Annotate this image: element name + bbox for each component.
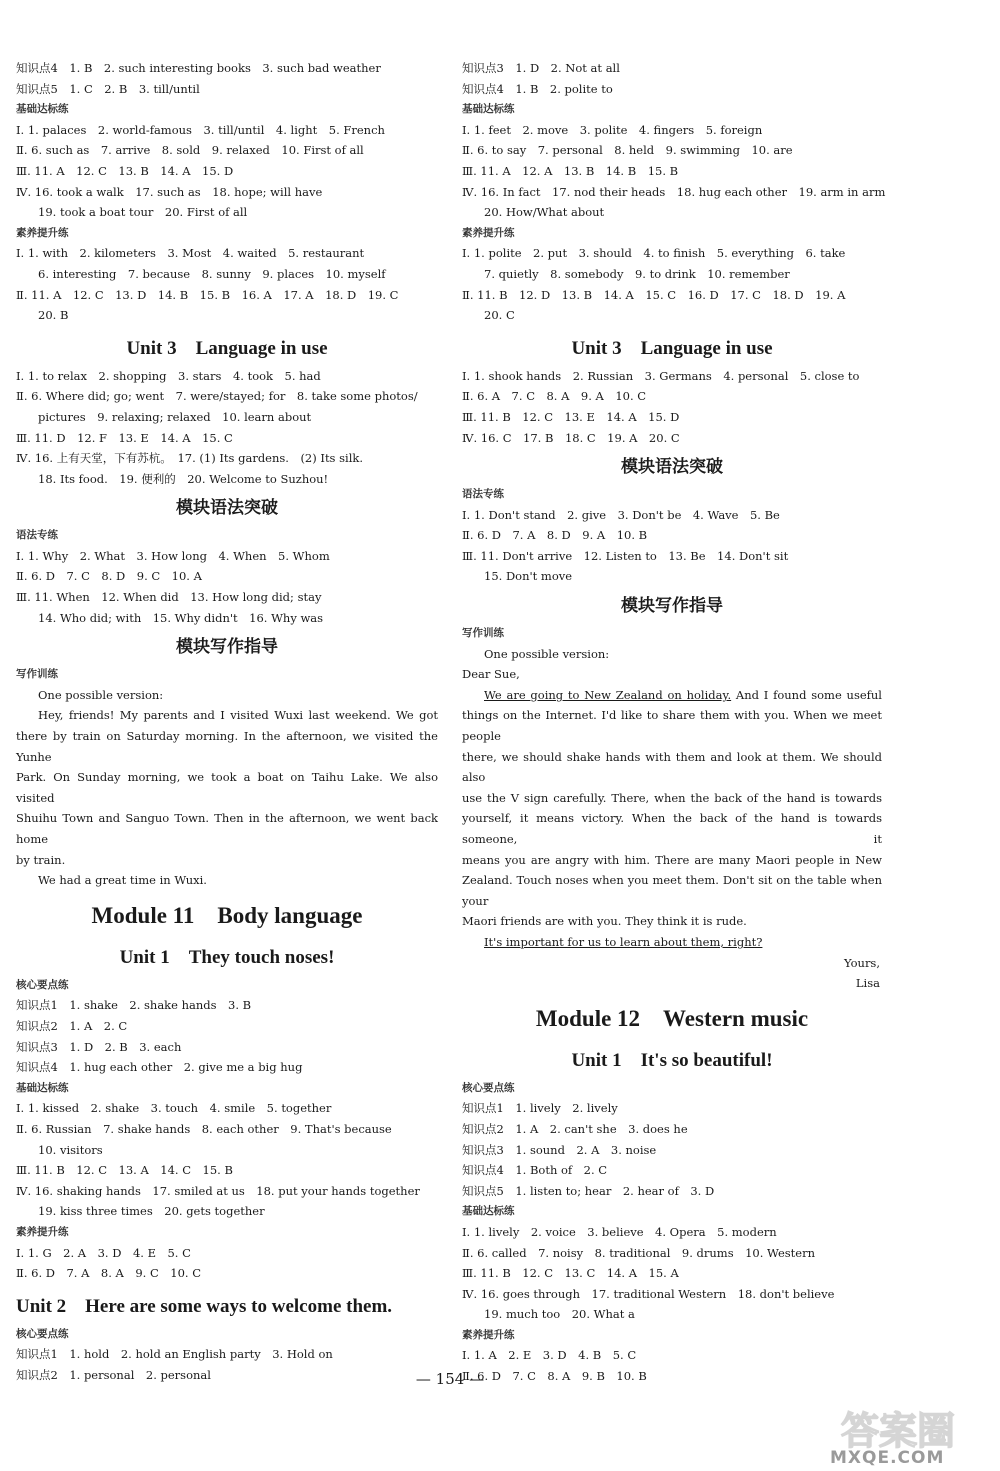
section-label: 素养提升练: [462, 226, 515, 239]
answer-line: 知识点3 1. D 2. Not at all: [462, 61, 620, 75]
essay-line: We had a great time in Wuxi.: [38, 873, 207, 888]
answer-line: Ⅰ. 1. to relax 2. shopping 3. stars 4. took 5. had: [16, 368, 321, 383]
module-heading: Module 11 Body language: [91, 902, 363, 928]
answer-line: Ⅰ. 1. G 2. A 3. D 4. E 5. C: [16, 1245, 191, 1260]
answer-line: Ⅳ. 16. goes through 17. traditional Western 18. don't believe: [462, 1286, 835, 1301]
answer-line: Ⅰ. 1. polite 2. put 3. should 4. to finish 5. everything 6. take: [462, 246, 846, 261]
answer-line: 知识点3 1. sound 2. A 3. noise: [462, 1142, 657, 1157]
answer-line: 知识点5 1. listen to; hear 2. hear of 3. D: [462, 1183, 715, 1198]
answer-line: 6. interesting 7. because 8. sunny 9. places 10. myself: [38, 266, 386, 281]
answer-line: 知识点1 1. shake 2. shake hands 3. B: [16, 998, 252, 1013]
essay-line: use the V sign carefully. There, when the back of the hand is towards: [462, 790, 882, 805]
answer-line: Ⅳ. 16. shaking hands 17. smiled at us 18. put your hands together: [16, 1183, 420, 1198]
unit-heading: Unit 1 It's so beautiful!: [571, 1049, 773, 1071]
watermark-logo-text: 答案圈: [840, 1409, 956, 1453]
unit-heading: Unit 3 Language in use: [571, 337, 773, 359]
answer-line: Ⅲ. 11. When 12. When did 13. How long did; stay: [16, 590, 322, 605]
section-label: 素养提升练: [462, 1328, 515, 1341]
section-label: 核心要点练: [16, 1327, 69, 1340]
answer-line: Ⅱ. 6. D 7. A 8. D 9. A 10. B: [462, 528, 648, 543]
section-label: 素养提升练: [16, 1225, 69, 1238]
answer-line: Ⅱ. 6. D 7. C 8. D 9. C 10. A: [16, 569, 202, 584]
answer-line: Ⅱ. 11. B 12. D 13. B 14. A 15. C 16. D 17. C 18. D 19. A: [462, 287, 846, 302]
answer-line: 7. quietly 8. somebody 9. to drink 10. remember: [484, 266, 790, 281]
answer-line: 知识点1 1. hold 2. hold an English party 3. Hold on: [16, 1347, 333, 1362]
answer-line: Ⅳ. 16. In fact 17. nod their heads 18. hug each other 19. arm in arm: [462, 184, 886, 199]
answer-line: 知识点3 1. D 2. B 3. each: [16, 1039, 182, 1054]
section-label: 基础达标练: [16, 103, 69, 116]
answer-line: 19. much too 20. What a: [484, 1307, 635, 1322]
answer-line: 知识点2 1. A 2. can't she 3. does he: [462, 1121, 688, 1136]
page-number: — 154 —: [415, 1370, 485, 1388]
answer-line: Ⅲ. 11. B 12. C 13. E 14. A 15. D: [462, 409, 680, 424]
answer-line: 10. visitors: [38, 1142, 103, 1157]
essay-line: things on the Internet. I'd like to share them with you. When we meet people: [462, 708, 882, 744]
module-heading: Module 12 Western music: [535, 1005, 809, 1031]
answer-line: Ⅲ. 11. B 12. C 13. C 14. A 15. A: [462, 1266, 679, 1281]
grammar-heading: 模块语法突破: [176, 498, 278, 519]
answer-line: Ⅲ. 11. B 12. C 13. A 14. C 15. B: [16, 1163, 233, 1178]
answer-line: Ⅰ. 1. feet 2. move 3. polite 4. fingers 5. foreign: [462, 122, 763, 137]
essay-line: Park. On Sunday morning, we took a boat on Taihu Lake. We also visited: [16, 770, 438, 805]
answer-line: Ⅰ. 1. lively 2. voice 3. believe 4. Opera 5. modern: [462, 1224, 777, 1239]
answer-line: Ⅱ. 6. Russian 7. shake hands 8. each other 9. That's because: [16, 1121, 392, 1136]
answer-line: Ⅳ. 16. C 17. B 18. C 19. A 20. C: [462, 430, 680, 445]
answer-line: Ⅱ. 6. such as 7. arrive 8. sold 9. relaxed 10. First of all: [16, 143, 364, 158]
answer-line: 19. kiss three times 20. gets together: [38, 1204, 265, 1219]
section-label: 语法专练: [16, 529, 58, 542]
answer-line: Ⅱ. 6. D 7. C 8. A 9. B 10. B: [462, 1369, 647, 1384]
answer-line: 20. How/What about: [484, 205, 605, 220]
letter-greeting: Dear Sue,: [462, 667, 520, 682]
essay-line: yourself, it means victory. When the back of the hand is towards someone, it: [462, 811, 882, 846]
essay-line: there, we should shake hands with them and look at them. We should also: [462, 749, 882, 785]
underlined-sentence: It's important for us to learn about them, right?: [484, 934, 763, 949]
answer-line: 知识点1 1. lively 2. lively: [462, 1101, 618, 1116]
essay-line: Hey, friends! My parents and I visited Wuxi last weekend. We got: [38, 708, 438, 723]
answer-line: Ⅰ. 1. A 2. E 3. D 4. B 5. C: [462, 1348, 637, 1363]
answer-line: 知识点2 1. personal 2. personal: [16, 1367, 211, 1382]
answer-line: Ⅱ. 6. D 7. A 8. A 9. C 10. C: [16, 1266, 202, 1281]
unit-heading: Unit 2 Here are some ways to welcome them.: [16, 1295, 393, 1317]
answer-line: Ⅰ. 1. Why 2. What 3. How long 4. When 5. Whom: [16, 548, 330, 563]
answer-line: Ⅰ. 1. with 2. kilometers 3. Most 4. waited 5. restaurant: [16, 246, 365, 261]
section-label: 写作训练: [462, 627, 504, 640]
essay-line: Shuihu Town and Sanguo Town. Then in the afternoon, we went back home: [16, 811, 438, 846]
answer-line: 知识点2 1. A 2. C: [16, 1018, 128, 1033]
answer-line: Ⅱ. 11. A 12. C 13. D 14. B 15. B 16. A 17. A 18. D 19. C: [16, 287, 399, 302]
grammar-heading: 模块语法突破: [621, 457, 723, 478]
essay-line: there by train on Saturday morning. In the afternoon, we visited the Yunhe: [16, 729, 438, 764]
answer-line: Ⅰ. 1. Don't stand 2. give 3. Don't be 4. Wave 5. Be: [462, 507, 780, 522]
letter-closing: Yours,: [844, 955, 880, 970]
right-column: [462, 58, 886, 1387]
section-label: 基础达标练: [16, 1081, 69, 1094]
essay-line: Zealand. Touch noses when you meet them. Don't sit on the table when your: [462, 873, 882, 908]
underlined-sentence: We are going to New Zealand on holiday.: [484, 687, 732, 702]
essay-line: Maori friends are with you. They think it is rude.: [462, 914, 747, 929]
answer-line: Ⅱ. 6. A 7. C 8. A 9. A 10. C: [462, 389, 647, 404]
answer-line: 知识点4 1. Both of 2. C: [462, 1163, 608, 1178]
left-column: [16, 58, 438, 1385]
answer-line: Ⅱ. 6. to say 7. personal 8. held 9. swimming 10. are: [462, 143, 793, 158]
answer-line: Ⅲ. 11. A 12. A 13. B 14. B 15. B: [462, 163, 679, 178]
answer-line: Ⅳ. 16. 上有天堂，下有苏杭。 17. (1) Its gardens. (2) Its silk.: [16, 451, 363, 466]
version-intro: One possible version:: [484, 646, 610, 661]
section-label: 素养提升练: [16, 226, 69, 239]
answer-line: 15. Don't move: [484, 569, 573, 584]
writing-heading: 模块写作指导: [176, 637, 278, 658]
section-label: 语法专练: [462, 488, 504, 501]
answer-line: Ⅰ. 1. kissed 2. shake 3. touch 4. smile 5. together: [16, 1101, 332, 1116]
essay-line: [462, 932, 882, 953]
section-label: 核心要点练: [16, 978, 69, 991]
answer-line: Ⅲ. 11. Don't arrive 12. Listen to 13. Be 14. Don't sit: [462, 548, 789, 563]
answer-line: 18. Its food. 19. 便利的 20. Welcome to Suzhou!: [38, 471, 329, 486]
unit-heading: Unit 1 They touch noses!: [119, 946, 335, 968]
answer-line: Ⅳ. 16. took a walk 17. such as 18. hope; will have: [16, 184, 323, 199]
answer-line: Ⅲ. 11. D 12. F 13. E 14. A 15. C: [16, 430, 233, 445]
answer-line: pictures 9. relaxing; relaxed 10. learn about: [38, 409, 312, 424]
section-label: 核心要点练: [462, 1081, 515, 1094]
answer-line: 19. took a boat tour 20. First of all: [38, 205, 248, 220]
answer-line: Ⅱ. 6. Where did; go; went 7. were/stayed; for 8. take some photos/: [16, 389, 418, 404]
letter-signature: Lisa: [855, 976, 880, 991]
essay-line: means you are angry with him. There are many Maori people in New: [462, 852, 882, 867]
section-label: 写作训练: [16, 668, 58, 681]
answer-line: 知识点4 1. hug each other 2. give me a big hug: [16, 1060, 303, 1075]
answer-line: 14. Who did; with 15. Why didn't 16. Why was: [38, 610, 324, 625]
answer-line: Ⅲ. 11. A 12. C 13. B 14. A 15. D: [16, 163, 234, 178]
answer-line: 知识点5 1. C 2. B 3. till/until: [16, 81, 200, 96]
watermark-text: MXQE.COM: [830, 1448, 945, 1468]
essay-line: We are going to New Zealand on holiday. And I found some useful: [484, 687, 882, 702]
answer-line: 20. C: [484, 308, 515, 323]
answer-line: Ⅰ. 1. palaces 2. world-famous 3. till/until 4. light 5. French: [16, 122, 385, 137]
answer-line: Ⅰ. 1. shook hands 2. Russian 3. Germans 4. personal 5. close to: [462, 368, 860, 383]
unit-heading: Unit 3 Language in use: [126, 337, 328, 359]
answer-line: Ⅱ. 6. called 7. noisy 8. traditional 9. drums 10. Western: [462, 1245, 815, 1260]
version-intro: One possible version:: [38, 687, 164, 702]
section-label: 基础达标练: [462, 103, 515, 116]
essay-line: by train.: [16, 852, 66, 867]
writing-heading: 模块写作指导: [621, 596, 723, 617]
section-label: 基础达标练: [462, 1205, 515, 1218]
answer-line: 20. B: [38, 308, 69, 323]
answer-line: 知识点4 1. B 2. polite to: [462, 81, 613, 96]
answer-line: 知识点4 1. B 2. such interesting books 3. such bad weather: [16, 61, 381, 75]
